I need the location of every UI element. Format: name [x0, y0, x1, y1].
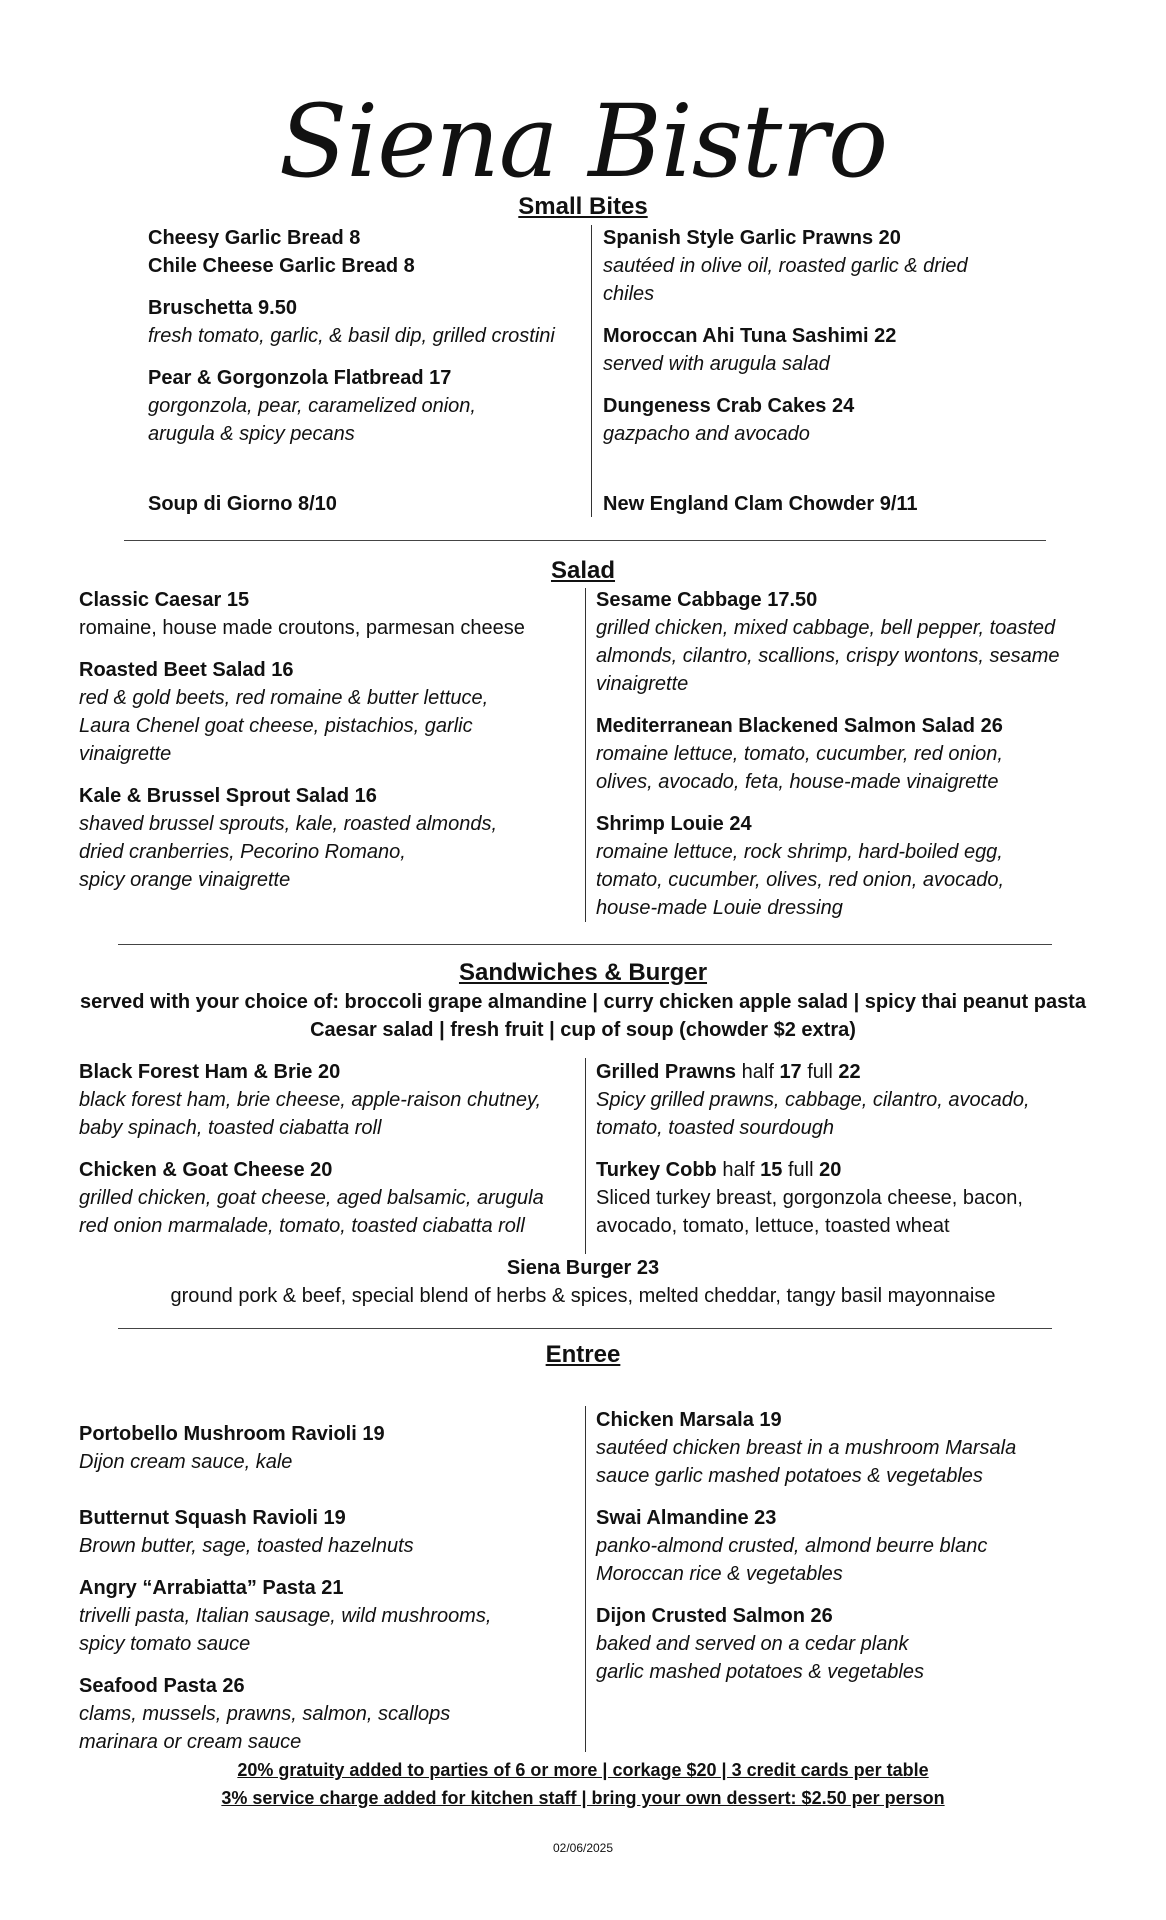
price-value: 15	[760, 1159, 783, 1181]
item-name: Roasted Beet Salad 16	[79, 659, 294, 681]
menu-item	[148, 364, 476, 448]
item-name: Bruschetta 9.50	[148, 297, 297, 319]
item-name: Butternut Squash Ravioli 19	[79, 1507, 346, 1529]
item-name: Chicken Marsala 19	[596, 1409, 782, 1431]
item-name: Black Forest Ham & Brie 20	[79, 1061, 341, 1083]
sides-choice: served with your choice of: broccoli grape almandine | curry chicken apple salad | spicy thai peanut pasta	[80, 991, 1086, 1013]
burger-description: ground pork & beef, special blend of herbs & spices, melted cheddar, tangy basil mayonnaise	[170, 1285, 996, 1307]
section-divider	[118, 1328, 1052, 1329]
menu-item	[596, 1406, 1016, 1490]
menu-item	[148, 224, 415, 280]
menu-item	[79, 656, 488, 768]
item-name: Soup di Giorno 8/10	[148, 493, 337, 515]
item-description: arugula & spicy pecans	[148, 423, 355, 445]
item-description: tomato, cucumber, olives, red onion, avocado,	[596, 869, 1005, 891]
policy-line: 3% service charge added for kitchen staff | bring your own dessert: $2.50 per person	[221, 1788, 945, 1808]
item-name: Cheesy Garlic Bread 8	[148, 227, 361, 249]
column-divider	[585, 1406, 586, 1752]
item-description: served with arugula salad	[603, 353, 830, 375]
menu-item	[79, 1504, 414, 1560]
item-name: Seafood Pasta 26	[79, 1675, 245, 1697]
item-description: red & gold beets, red romaine & butter lettuce,	[79, 687, 489, 709]
section-heading-entree: Entree	[545, 1341, 621, 1368]
item-description: olives, avocado, feta, house-made vinaigrette	[596, 771, 999, 793]
item-description: Dijon cream sauce, kale	[79, 1451, 293, 1473]
item-name: Pear & Gorgonzola Flatbread 17	[148, 367, 452, 389]
item-description: romaine lettuce, rock shrimp, hard-boiled egg,	[596, 841, 1003, 863]
item-description: gazpacho and avocado	[603, 423, 810, 445]
menu-item	[596, 712, 1003, 796]
price-label: full	[807, 1061, 833, 1083]
menu-item	[79, 1420, 385, 1476]
menu-item	[596, 1504, 987, 1588]
item-description: red onion marmalade, tomato, toasted ciabatta roll	[79, 1215, 525, 1237]
menu-item	[79, 1672, 450, 1756]
price-label: half	[741, 1061, 774, 1083]
item-name: Classic Caesar 15	[79, 589, 250, 611]
item-description: trivelli pasta, Italian sausage, wild mushrooms,	[79, 1605, 492, 1627]
sides-choice: Caesar salad | fresh fruit | cup of soup (chowder $2 extra)	[310, 1019, 856, 1041]
item-description: grilled chicken, goat cheese, aged balsamic, arugula	[79, 1187, 544, 1209]
section-heading-sandwiches: Sandwiches & Burger	[458, 959, 708, 986]
item-name: Kale & Brussel Sprout Salad 16	[79, 785, 377, 807]
item-name: Chicken & Goat Cheese 20	[79, 1159, 333, 1181]
policy-line: 20% gratuity added to parties of 6 or more | corkage $20 | 3 credit cards per table	[237, 1760, 929, 1780]
burger-name: Siena Burger 23	[506, 1257, 660, 1279]
item-name: Chile Cheese Garlic Bread 8	[148, 255, 415, 277]
item-name: Portobello Mushroom Ravioli 19	[79, 1423, 385, 1445]
item-description: dried cranberries, Pecorino Romano,	[79, 841, 406, 863]
price-value: 20	[819, 1159, 842, 1181]
item-description: tomato, toasted sourdough	[596, 1117, 834, 1139]
item-description: sautéed chicken breast in a mushroom Marsala	[596, 1437, 1017, 1459]
menu-item	[603, 392, 854, 448]
menu-item	[148, 490, 337, 518]
item-description: panko-almond crusted, almond beurre blanc	[596, 1535, 988, 1557]
menu-item	[79, 1574, 491, 1658]
item-name: Sesame Cabbage 17.50	[596, 589, 818, 611]
column-divider	[585, 588, 586, 922]
menu-item	[603, 224, 968, 308]
item-name: Turkey Cobb	[596, 1159, 717, 1181]
menu-item	[148, 294, 555, 350]
item-name: Mediterranean Blackened Salmon Salad 26	[596, 715, 1003, 737]
item-name: Moroccan Ahi Tuna Sashimi 22	[603, 325, 897, 347]
item-description: garlic mashed potatoes & vegetables	[596, 1661, 924, 1683]
item-description: sautéed in olive oil, roasted garlic & dried	[603, 255, 968, 277]
item-description: avocado, tomato, lettuce, toasted wheat	[596, 1215, 950, 1237]
item-description: Laura Chenel goat cheese, pistachios, garlic	[79, 715, 473, 737]
item-description: spicy tomato sauce	[79, 1633, 251, 1655]
price-value: 22	[838, 1061, 861, 1083]
section-divider	[124, 540, 1046, 541]
restaurant-title: Siena Bistro	[278, 83, 888, 200]
item-name: Dijon Crusted Salmon 26	[596, 1605, 833, 1627]
item-description: baby spinach, toasted ciabatta roll	[79, 1117, 382, 1139]
item-description: Moroccan rice & vegetables	[596, 1563, 843, 1585]
menu-date: 02/06/2025	[552, 1841, 614, 1855]
item-name: Angry “Arrabiatta” Pasta 21	[79, 1577, 344, 1599]
item-description: black forest ham, brie cheese, apple-raison chutney,	[79, 1089, 542, 1111]
item-description: romaine, house made croutons, parmesan cheese	[79, 617, 525, 639]
section-heading-salad: Salad	[550, 557, 616, 584]
item-description: gorgonzola, pear, caramelized onion,	[148, 395, 476, 417]
item-description: house-made Louie dressing	[596, 897, 843, 919]
section-heading-small-bites: Small Bites	[518, 193, 648, 220]
menu-item	[596, 1156, 1023, 1240]
item-name: Spanish Style Garlic Prawns 20	[603, 227, 901, 249]
item-description: Brown butter, sage, toasted hazelnuts	[79, 1535, 414, 1557]
menu-item	[596, 1602, 924, 1686]
item-description: vinaigrette	[596, 673, 689, 695]
menu-item	[596, 586, 1060, 698]
item-name: Dungeness Crab Cakes 24	[603, 395, 855, 417]
price-value: 17	[779, 1061, 802, 1083]
item-description: grilled chicken, mixed cabbage, bell pepper, toasted	[596, 617, 1056, 639]
item-description: fresh tomato, garlic, & basil dip, grilled crostini	[148, 325, 555, 347]
item-description: vinaigrette	[79, 743, 172, 765]
price-label: half	[722, 1159, 755, 1181]
menu-item	[603, 490, 918, 518]
item-description: shaved brussel sprouts, kale, roasted almonds,	[79, 813, 497, 835]
item-description: baked and served on a cedar plank	[596, 1633, 909, 1655]
item-name: Grilled Prawns	[596, 1061, 737, 1083]
item-description: marinara or cream sauce	[79, 1731, 302, 1753]
menu-item	[79, 782, 497, 894]
section-divider	[118, 944, 1052, 945]
item-description: spicy orange vinaigrette	[79, 869, 291, 891]
menu-item	[596, 810, 1004, 922]
item-description: Spicy grilled prawns, cabbage, cilantro, avocado,	[596, 1089, 1030, 1111]
column-divider	[591, 225, 592, 517]
menu-item	[79, 586, 525, 642]
menu-item	[603, 322, 896, 378]
price-label: full	[787, 1159, 814, 1181]
menu-item	[79, 1156, 544, 1240]
item-name: Shrimp Louie 24	[596, 813, 752, 835]
item-description: Sliced turkey breast, gorgonzola cheese, bacon,	[596, 1187, 1023, 1209]
item-description: romaine lettuce, tomato, cucumber, red onion,	[596, 743, 1003, 765]
item-description: chiles	[603, 283, 655, 305]
item-description: clams, mussels, prawns, salmon, scallops	[79, 1703, 451, 1725]
column-divider	[585, 1058, 586, 1254]
menu-item	[596, 1058, 1030, 1142]
item-description: almonds, cilantro, scallions, crispy wontons, sesame	[596, 645, 1060, 667]
item-name: Swai Almandine 23	[596, 1507, 777, 1529]
menu-item	[79, 1058, 541, 1142]
item-description: sauce garlic mashed potatoes & vegetables	[596, 1465, 983, 1487]
item-name: New England Clam Chowder 9/11	[603, 493, 918, 515]
